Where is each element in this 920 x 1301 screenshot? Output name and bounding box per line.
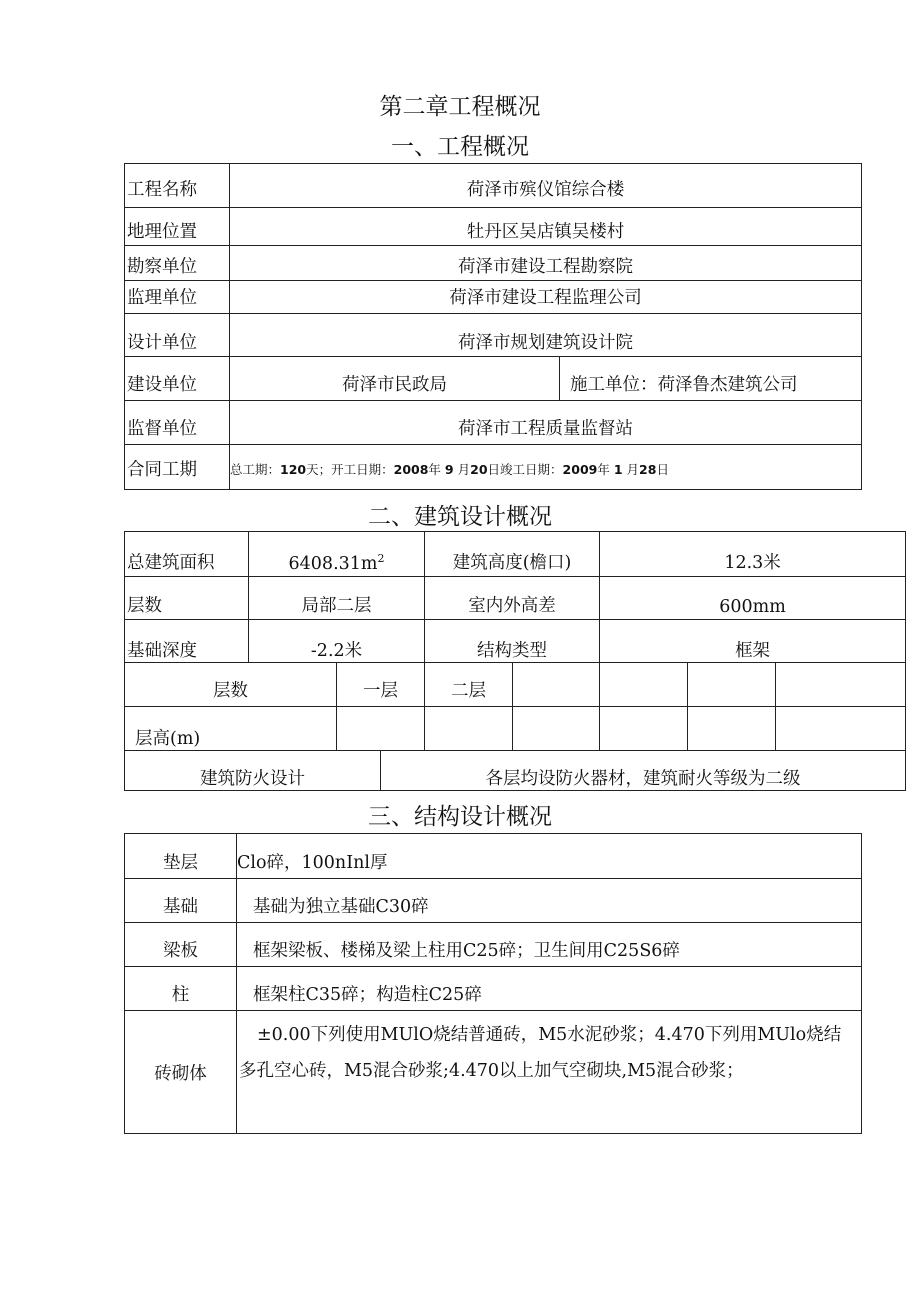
- grid-cell: [776, 663, 906, 707]
- grid-cell: [513, 707, 600, 751]
- row-value: $6408.31m^2$: [249, 532, 425, 577]
- table-row: [125, 751, 906, 791]
- table-row: [125, 164, 862, 208]
- table-row: [125, 879, 862, 923]
- row-label: 梁板: [125, 923, 237, 967]
- row-label: 工程名称: [125, 164, 230, 208]
- row-label: 总建筑面积: [125, 532, 249, 577]
- section-1-title: 一、工程概况: [391, 134, 529, 160]
- grid-floor-2: 二层: [425, 663, 513, 707]
- table-row: [125, 401, 862, 445]
- table-row: [125, 967, 862, 1011]
- grid-floor-label: 层数: [125, 663, 337, 707]
- row-value: -2.2米: [249, 620, 425, 663]
- row-label: 设计单位: [125, 314, 230, 357]
- grid-cell: [600, 707, 688, 751]
- row-value: 牡丹区吴店镇吴楼村: [230, 208, 862, 246]
- row-value: 框架柱C35碎；构造柱C25碎: [237, 967, 862, 1011]
- row-label: 监理单位: [125, 281, 230, 314]
- row-value: 荷泽市规划建筑设计院: [230, 314, 862, 357]
- row-value: 荷泽市建设工程监理公司: [230, 281, 862, 314]
- construct-unit-text: 施工单位：荷泽鲁杰建筑公司: [560, 357, 862, 401]
- table-row: [125, 281, 862, 314]
- contract-period-text: 总工期：120天；开工日期：2008年 9 月20日竣工日期：2009年 1 月28日: [230, 445, 862, 490]
- table-row: [125, 1011, 862, 1134]
- fire-design-label: 建筑防火设计: [125, 751, 381, 791]
- grid-cell: [688, 663, 776, 707]
- row-label: 室内外高差: [425, 577, 600, 620]
- row-value: 12.3米: [600, 532, 906, 577]
- section-2-title: 二、建筑设计概况: [368, 504, 552, 530]
- row-value: 框架梁板、楼梯及梁上柱用C25碎；卫生间用C25S6碎: [237, 923, 862, 967]
- row-label: 勘察单位: [125, 246, 230, 281]
- table-row: [125, 357, 862, 401]
- grid-cell: [425, 707, 513, 751]
- grid-cell: [513, 663, 600, 707]
- section-3-title: 三、结构设计概况: [368, 804, 552, 830]
- table-row: [125, 208, 862, 246]
- row-label: 地理位置: [125, 208, 230, 246]
- row-label: 监督单位: [125, 401, 230, 445]
- table-row: [125, 923, 862, 967]
- row-label: 基础深度: [125, 620, 249, 663]
- row-value: 局部二层: [249, 577, 425, 620]
- grid-cell: [776, 707, 906, 751]
- row-value: 荷泽市殡仪馆综合楼: [230, 164, 862, 208]
- table-row: [125, 246, 862, 281]
- grid-cell: [600, 663, 688, 707]
- table-row: [125, 445, 862, 490]
- structure-design-table: [124, 833, 862, 1134]
- row-value: 框架: [600, 620, 906, 663]
- grid-height-label: 层高(m): [125, 707, 337, 751]
- row-label: 层数: [125, 577, 249, 620]
- row-value: 600mm: [600, 577, 906, 620]
- table-row: [125, 532, 906, 577]
- row-label: 建筑高度(檐口): [425, 532, 600, 577]
- masonry-text: ±0.00下列使用MUlO烧结普通砖，M5水泥砂浆；4.470下列用MUlo烧结多孔空心砖，M5混合砂浆;4.470以上加气空砌块,M5混合砂浆；: [237, 1011, 862, 1134]
- row-label: 柱: [125, 967, 237, 1011]
- table-row: [125, 577, 906, 620]
- table-row: [125, 707, 906, 751]
- table-row: [125, 834, 862, 879]
- row-value: 基础为独立基础C30碎: [237, 879, 862, 923]
- row-label: 垫层: [125, 834, 237, 879]
- architecture-design-table: [124, 531, 906, 791]
- grid-cell: [688, 707, 776, 751]
- row-value: 荷泽市工程质量监督站: [230, 401, 862, 445]
- row-value: 荷泽市民政局: [230, 357, 560, 401]
- row-label: 砖砌体: [125, 1011, 237, 1134]
- table-row: [125, 663, 906, 707]
- table-row: [125, 620, 906, 663]
- fire-design-value: 各层均设防火器材，建筑耐火等级为二级: [381, 751, 906, 791]
- row-value: 荷泽市建设工程勘察院: [230, 246, 862, 281]
- row-value: Clo碎，100nInl厚: [237, 834, 862, 879]
- row-label: 结构类型: [425, 620, 600, 663]
- row-label: 建设单位: [125, 357, 230, 401]
- grid-cell: [337, 707, 425, 751]
- row-label: 合同工期: [125, 445, 230, 490]
- project-overview-table: [124, 163, 862, 490]
- chapter-title: 第二章工程概况: [379, 94, 541, 120]
- row-label: 基础: [125, 879, 237, 923]
- grid-floor-1: 一层: [337, 663, 425, 707]
- table-row: [125, 314, 862, 357]
